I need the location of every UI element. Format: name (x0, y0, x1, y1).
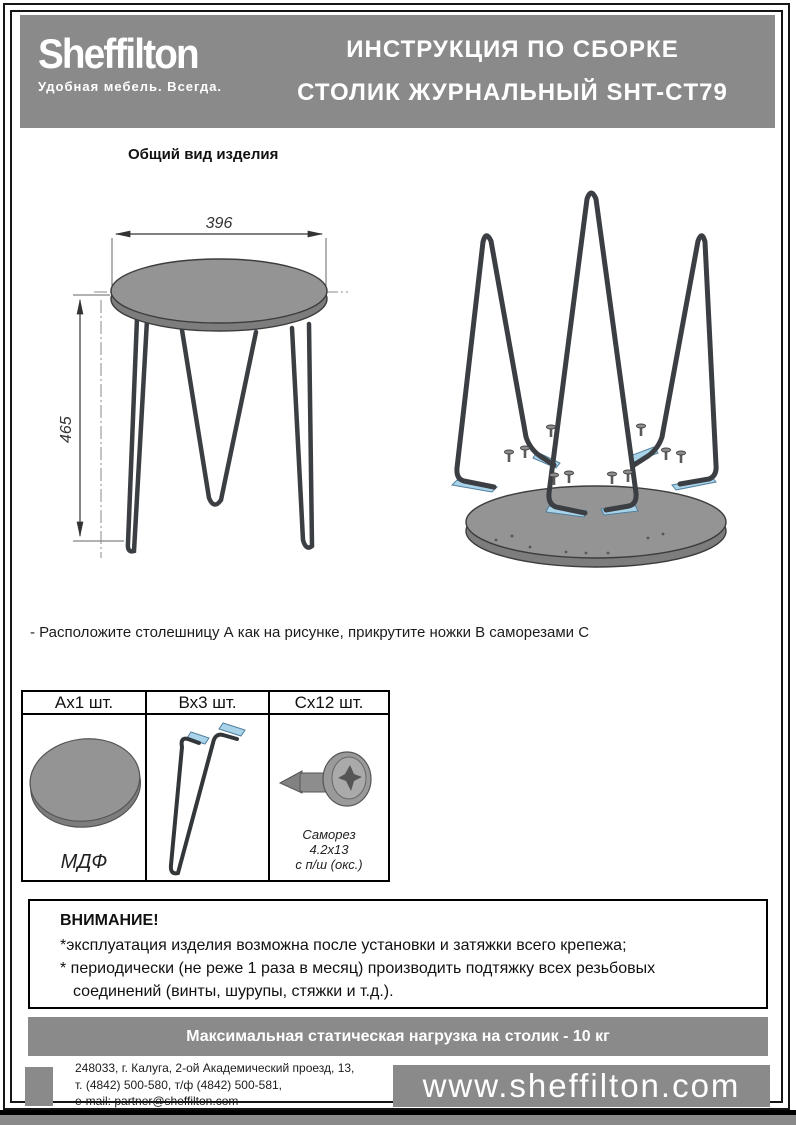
warning-line-1: *эксплуатация изделия возможна после установки и затяжки всего крепежа; (60, 937, 627, 954)
website-banner (393, 1065, 770, 1107)
warning-box (28, 899, 768, 1009)
leg-part-image (147, 717, 268, 882)
address-line-2: т. (4842) 500-580, т/ф (4842) 500-581, (75, 1077, 282, 1092)
brand-name: Sheffilton (38, 30, 198, 77)
part-c-caption-line1: Саморез (302, 827, 356, 842)
address-line-1: 248033, г. Калуга, 2-ой Академический проезд, 13, (75, 1061, 355, 1075)
part-c-caption (270, 827, 388, 872)
header-band (20, 15, 775, 128)
brand-logo (38, 30, 223, 94)
address-line-3: e-mail: partner@sheffilton.com (75, 1094, 239, 1108)
page-bottom-strip (0, 1110, 796, 1125)
part-c-header: Сх12 шт. (270, 692, 388, 715)
brand-tagline: Удобная мебель. Всегда. (38, 79, 223, 94)
assembly-step-text: - Расположите столешницу А как на рисунке, прикрутите ножки В саморезами С (30, 624, 590, 641)
title-line-1: ИНСТРУКЦИЯ ПО СБОРКЕ (346, 36, 679, 63)
tabletop-part-image (25, 733, 145, 838)
part-a-caption: МДФ (60, 851, 108, 873)
parts-table (21, 690, 390, 882)
part-b-header: Вх3 шт. (147, 692, 270, 715)
part-a-cell (23, 715, 147, 880)
footer-mark-square (25, 1067, 53, 1106)
footer-address (75, 1060, 354, 1110)
warning-line-3: соединений (винты, шурупы, стяжки и т.д.). (73, 983, 394, 1000)
website-url: www.sheffilton.com (422, 1067, 741, 1104)
max-load-bar (28, 1017, 768, 1056)
part-b-cell (147, 715, 270, 880)
part-c-caption-line2: 4.2х13 (309, 842, 349, 857)
screw-part-image (270, 731, 386, 831)
part-c-cell (270, 715, 388, 880)
height-dimension-label: 465 (58, 416, 75, 443)
max-load-text: Максимальная статическая нагрузка на столик - 10 кг (186, 1027, 610, 1045)
document-title (255, 15, 770, 128)
part-a-header: Ах1 шт. (23, 692, 147, 715)
part-c-caption-line3: с п/ш (окс.) (295, 857, 363, 872)
width-dimension-label: 396 (205, 215, 233, 232)
warning-line-2: * периодически (не реже 1 раза в месяц) производить подтяжку всех резьбовых (60, 960, 656, 977)
warning-title: ВНИМАНИЕ! (60, 912, 159, 929)
overview-heading: Общий вид изделия (128, 146, 279, 163)
title-line-2: СТОЛИК ЖУРНАЛЬНЫЙ SHT-CT79 (297, 79, 728, 106)
